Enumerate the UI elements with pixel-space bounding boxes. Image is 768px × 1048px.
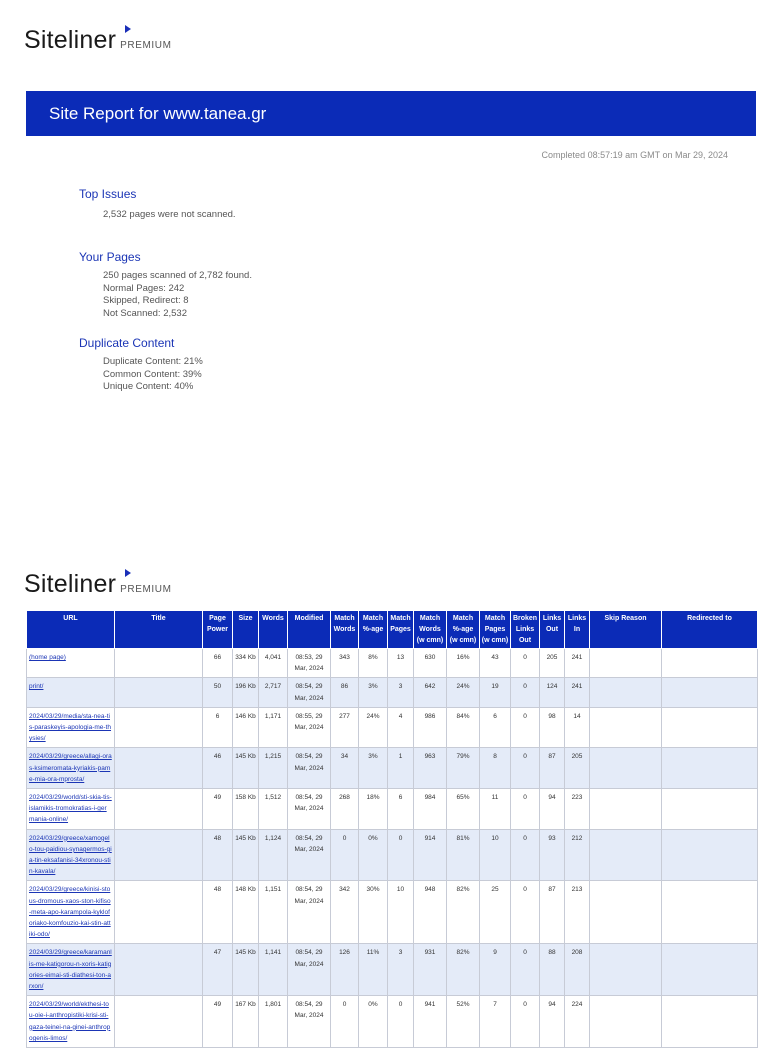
table-cell — [590, 649, 662, 678]
table-cell: 47 — [203, 944, 233, 996]
column-header: Skip Reason — [590, 611, 662, 649]
table-cell: 18% — [359, 789, 388, 830]
table-cell — [662, 881, 758, 944]
column-header: Page Power — [203, 611, 233, 649]
column-header: Links In — [565, 611, 590, 649]
table-cell: 343 — [331, 649, 359, 678]
table-cell: 0 — [511, 829, 540, 881]
table-cell: 24% — [359, 707, 388, 748]
table-cell: 7 — [480, 996, 511, 1048]
pages-report-table — [26, 610, 758, 1048]
top-issues-line: 2,532 pages were not scanned. — [103, 209, 236, 220]
table-cell: 0 — [511, 649, 540, 678]
table-cell: 0 — [511, 881, 540, 944]
column-header: Match %-age (w cmn) — [447, 611, 480, 649]
table-cell: 0 — [511, 707, 540, 748]
table-cell: 13 — [388, 649, 414, 678]
table-cell: 11% — [359, 944, 388, 996]
table-cell: 0% — [359, 996, 388, 1048]
table-cell — [115, 748, 203, 789]
table-cell: 08:53, 29 Mar, 2024 — [288, 649, 331, 678]
table-cell: 224 — [565, 996, 590, 1048]
logo-tier: PREMIUM — [120, 584, 172, 595]
table-cell: 88 — [540, 944, 565, 996]
table-row — [27, 996, 758, 1048]
table-cell: 98 — [540, 707, 565, 748]
your-pages-line: Not Scanned: 2,532 — [103, 308, 187, 319]
table-row — [27, 748, 758, 789]
logo-triangle-icon — [125, 25, 131, 33]
column-header: Words — [259, 611, 288, 649]
table-cell: 205 — [565, 748, 590, 789]
table-cell: 948 — [414, 881, 447, 944]
table-cell: 167 Kb — [233, 996, 259, 1048]
table-cell: 124 — [540, 678, 565, 707]
table-cell: 49 — [203, 789, 233, 830]
table-cell: 19 — [480, 678, 511, 707]
duplicate-content-line: Common Content: 39% — [103, 369, 202, 380]
table-cell: 08:55, 29 Mar, 2024 — [288, 707, 331, 748]
table-cell: 212 — [565, 829, 590, 881]
column-header: Links Out — [540, 611, 565, 649]
table-cell: 4 — [388, 707, 414, 748]
logo-triangle-icon — [125, 569, 131, 577]
url-link[interactable]: print/ — [27, 678, 115, 707]
table-cell: 86 — [331, 678, 359, 707]
table-cell: 268 — [331, 789, 359, 830]
table-cell — [115, 996, 203, 1048]
table-cell: 30% — [359, 881, 388, 944]
table-cell: 146 Kb — [233, 707, 259, 748]
table-cell — [590, 944, 662, 996]
table-cell: 3% — [359, 678, 388, 707]
table-cell: 1,215 — [259, 748, 288, 789]
completed-timestamp: Completed 08:57:19 am GMT on Mar 29, 2024 — [541, 150, 728, 160]
url-link[interactable]: 2024/03/29/greece/xamogelo-tou-paidiou-synagermos-gia-tin-eksafanisi-34xronou-stin-kavala/ — [27, 829, 115, 881]
table-cell: 93 — [540, 829, 565, 881]
table-cell: 0 — [511, 678, 540, 707]
url-link[interactable]: 2024/03/29/greece/kinisi-stous-dromous-xaos-ston-kifiso-meta-apo-karampola-kykloforiako-komfouzio-kai-stin-attiki-odo/ — [27, 881, 115, 944]
table-cell: 0 — [388, 996, 414, 1048]
table-cell: 08:54, 29 Mar, 2024 — [288, 944, 331, 996]
table-cell: 14 — [565, 707, 590, 748]
duplicate-content-line: Unique Content: 40% — [103, 381, 194, 392]
column-header: Redirected to — [662, 611, 758, 649]
table-row — [27, 678, 758, 707]
table-cell — [590, 881, 662, 944]
table-cell: 08:54, 29 Mar, 2024 — [288, 789, 331, 830]
table-cell: 126 — [331, 944, 359, 996]
report-banner — [26, 91, 756, 136]
table-cell: 241 — [565, 649, 590, 678]
table-cell: 1,141 — [259, 944, 288, 996]
table-cell — [590, 996, 662, 1048]
table-row — [27, 789, 758, 830]
table-row — [27, 649, 758, 678]
table-cell: 6 — [480, 707, 511, 748]
table-cell: 08:54, 29 Mar, 2024 — [288, 829, 331, 881]
table-cell — [662, 996, 758, 1048]
table-cell: 148 Kb — [233, 881, 259, 944]
table-cell: 914 — [414, 829, 447, 881]
column-header: Size — [233, 611, 259, 649]
table-cell — [590, 748, 662, 789]
table-cell: 49 — [203, 996, 233, 1048]
table-cell: 10 — [480, 829, 511, 881]
your-pages-line: Normal Pages: 242 — [103, 283, 185, 294]
table-cell: 0 — [511, 748, 540, 789]
logo-tier: PREMIUM — [120, 40, 172, 51]
logo-wordmark: Siteliner — [24, 570, 117, 598]
table-cell: 65% — [447, 789, 480, 830]
table-cell — [662, 944, 758, 996]
table-cell: 87 — [540, 881, 565, 944]
siteliner-logo — [24, 572, 172, 597]
table-cell — [662, 748, 758, 789]
url-link[interactable]: 2024/03/29/media/sta-nea-tis-paraskeyis-apologia-me-thysies/ — [27, 707, 115, 748]
table-cell — [662, 678, 758, 707]
column-header: Match Pages — [388, 611, 414, 649]
table-cell: 6 — [388, 789, 414, 830]
table-cell: 81% — [447, 829, 480, 881]
table-cell — [115, 944, 203, 996]
table-cell — [115, 649, 203, 678]
table-cell: 82% — [447, 944, 480, 996]
table-cell: 241 — [565, 678, 590, 707]
table-cell: 941 — [414, 996, 447, 1048]
table-cell — [662, 649, 758, 678]
table-cell: 50 — [203, 678, 233, 707]
table-cell: 79% — [447, 748, 480, 789]
table-cell: 342 — [331, 881, 359, 944]
table-cell — [115, 881, 203, 944]
table-cell — [662, 789, 758, 830]
column-header: Match %-age — [359, 611, 388, 649]
table-cell: 145 Kb — [233, 944, 259, 996]
table-cell: 630 — [414, 649, 447, 678]
column-header: Modified — [288, 611, 331, 649]
url-link[interactable]: 2024/03/29/world/sti-skia-tis-islamikis-tromokratias-i-germania-online/ — [27, 789, 115, 830]
table-cell: 4,041 — [259, 649, 288, 678]
table-cell: 0 — [511, 996, 540, 1048]
table-cell: 1,151 — [259, 881, 288, 944]
table-cell: 0% — [359, 829, 388, 881]
table-cell: 277 — [331, 707, 359, 748]
table-cell: 08:54, 29 Mar, 2024 — [288, 748, 331, 789]
table-cell: 0 — [331, 829, 359, 881]
siteliner-logo — [24, 28, 172, 53]
table-cell: 43 — [480, 649, 511, 678]
table-cell: 6 — [203, 707, 233, 748]
table-cell: 205 — [540, 649, 565, 678]
table-cell: 0 — [511, 789, 540, 830]
table-cell: 46 — [203, 748, 233, 789]
report-title: Site Report for www.tanea.gr — [49, 104, 267, 123]
column-header: Broken Links Out — [511, 611, 540, 649]
table-row — [27, 829, 758, 881]
column-header: Title — [115, 611, 203, 649]
table-row — [27, 881, 758, 944]
table-cell: 0 — [511, 944, 540, 996]
table-cell: 52% — [447, 996, 480, 1048]
table-cell: 3 — [388, 678, 414, 707]
table-cell: 145 Kb — [233, 829, 259, 881]
table-cell: 9 — [480, 944, 511, 996]
table-cell: 223 — [565, 789, 590, 830]
table-cell — [115, 789, 203, 830]
table-cell: 08:54, 29 Mar, 2024 — [288, 996, 331, 1048]
url-link[interactable]: 2024/03/29/greece/allagi-oras-ksimeromata-kyriakis-pame-mia-ora-mprosta/ — [27, 748, 115, 789]
table-cell — [662, 829, 758, 881]
table-cell — [590, 829, 662, 881]
table-cell — [115, 678, 203, 707]
table-cell: 48 — [203, 829, 233, 881]
table-cell — [590, 707, 662, 748]
column-header: Match Words — [331, 611, 359, 649]
table-cell: 66 — [203, 649, 233, 678]
table-cell: 986 — [414, 707, 447, 748]
table-row — [27, 707, 758, 748]
table-cell: 25 — [480, 881, 511, 944]
your-pages-line: 250 pages scanned of 2,782 found. — [103, 270, 252, 281]
table-cell: 10 — [388, 881, 414, 944]
table-cell: 2,717 — [259, 678, 288, 707]
table-cell — [115, 707, 203, 748]
table-cell: 94 — [540, 789, 565, 830]
table-cell: 94 — [540, 996, 565, 1048]
table-cell: 0 — [388, 829, 414, 881]
table-cell: 1,801 — [259, 996, 288, 1048]
table-cell: 196 Kb — [233, 678, 259, 707]
table-cell: 34 — [331, 748, 359, 789]
table-cell: 0 — [331, 996, 359, 1048]
table-cell: 8 — [480, 748, 511, 789]
column-header: Match Pages (w cmn) — [480, 611, 511, 649]
table-cell: 931 — [414, 944, 447, 996]
top-issues-heading[interactable]: Top Issues — [79, 187, 137, 201]
table-cell — [115, 829, 203, 881]
table-cell: 208 — [565, 944, 590, 996]
column-header: URL — [27, 611, 115, 649]
table-cell: 84% — [447, 707, 480, 748]
your-pages-line: Skipped, Redirect: 8 — [103, 295, 189, 306]
table-cell — [662, 707, 758, 748]
table-cell: 8% — [359, 649, 388, 678]
table-cell: 963 — [414, 748, 447, 789]
table-cell: 24% — [447, 678, 480, 707]
table-cell — [590, 678, 662, 707]
table-cell: 3% — [359, 748, 388, 789]
table-cell: 145 Kb — [233, 748, 259, 789]
duplicate-content-heading[interactable]: Duplicate Content — [79, 336, 175, 350]
url-link[interactable]: (home page) — [27, 649, 115, 678]
table-cell: 1,512 — [259, 789, 288, 830]
table-cell: 158 Kb — [233, 789, 259, 830]
table-row — [27, 944, 758, 996]
table-header-row — [27, 611, 758, 649]
table-cell: 11 — [480, 789, 511, 830]
table-cell: 642 — [414, 678, 447, 707]
url-link[interactable]: 2024/03/29/world/ekthesi-tou-oie-i-anthropistiki-krisi-sti-gaza-teinei-na-ginei-anthropogenis-limos/ — [27, 996, 115, 1048]
url-link[interactable]: 2024/03/29/greece/karamanlis-me-katigorou-n-xoris-katigories-eimai-sti-diathesi-ton-arxon/ — [27, 944, 115, 996]
table-cell: 1 — [388, 748, 414, 789]
table-cell: 16% — [447, 649, 480, 678]
your-pages-heading[interactable]: Your Pages — [79, 250, 141, 264]
table-cell: 87 — [540, 748, 565, 789]
table-cell: 984 — [414, 789, 447, 830]
table-cell: 82% — [447, 881, 480, 944]
table-cell: 334 Kb — [233, 649, 259, 678]
table-cell — [590, 789, 662, 830]
column-header: Match Words (w cmn) — [414, 611, 447, 649]
table-cell: 3 — [388, 944, 414, 996]
table-cell: 08:54, 29 Mar, 2024 — [288, 678, 331, 707]
table-cell: 1,171 — [259, 707, 288, 748]
duplicate-content-line: Duplicate Content: 21% — [103, 356, 203, 367]
table-cell: 1,124 — [259, 829, 288, 881]
table-cell: 213 — [565, 881, 590, 944]
table-cell: 08:54, 29 Mar, 2024 — [288, 881, 331, 944]
logo-wordmark: Siteliner — [24, 26, 117, 54]
table-cell: 48 — [203, 881, 233, 944]
